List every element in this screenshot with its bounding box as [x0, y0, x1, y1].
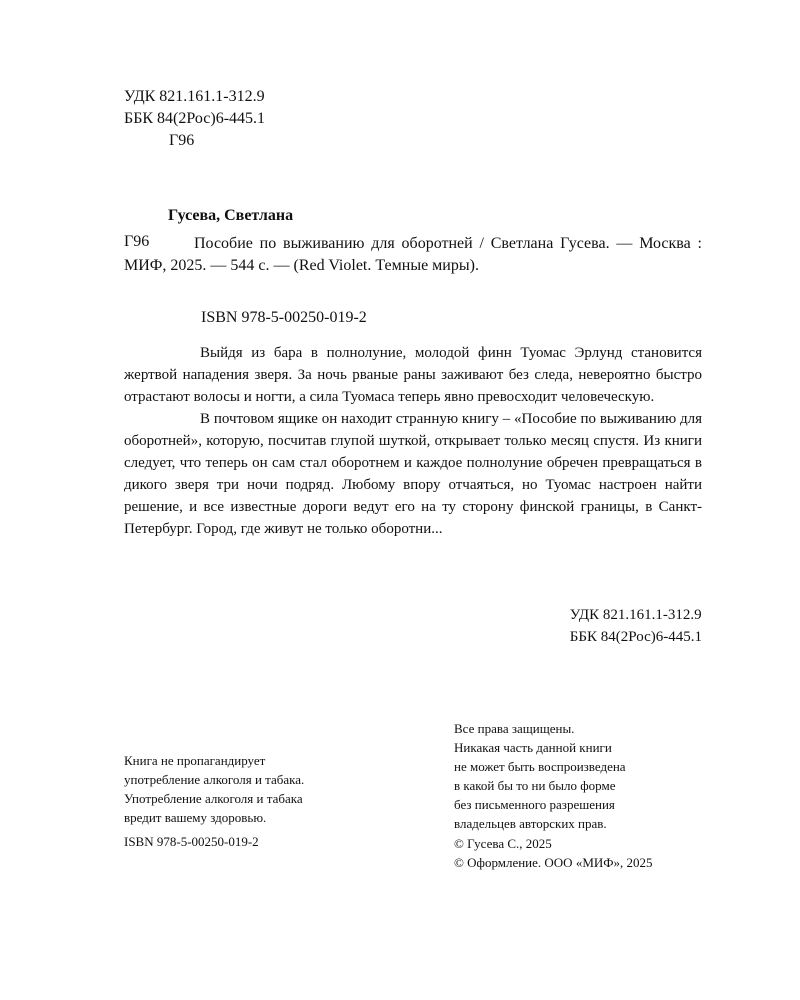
rights-line: без письменного разрешения [454, 797, 615, 812]
author-name: Гусева, Светлана [168, 207, 294, 224]
isbn-main: ISBN 978-5-00250-019-2 [201, 309, 367, 326]
bbk-code-right: ББК 84(2Рос)6-445.1 [569, 629, 702, 645]
annotation-paragraph: В почтовом ящике он находит странную книгу – «Пособие по выживанию для оборотней», которую, посчитав глупой шуткой, открывает только месяц спустя. Из книги следует, что теперь он сам стал оборотнем и каждое полнолуние обречен превращаться в дикого зверя три ночи подряд. Любому впору отчаяться, но Туомас настроен найти решение, и все известные дороги ведут его на ту сторону финской границы, в Санкт-Петербург. Город, где живут не только оборотни... [124, 411, 702, 537]
warning-line: Книга не пропагандирует [124, 753, 266, 768]
warning-line: вредит вашему здоровью. [124, 810, 267, 825]
rights-line: владельцев авторских прав. [454, 816, 607, 831]
copyright-line: © Гусева С., 2025 [454, 836, 552, 851]
udk-code-right: УДК 821.161.1-312.9 [569, 607, 702, 623]
isbn-footer: ISBN 978-5-00250-019-2 [124, 834, 259, 849]
annotation [124, 342, 702, 540]
bbk-code: ББК 84(2Рос)6-445.1 [124, 110, 266, 127]
classification-codes-right [570, 604, 702, 648]
classification-codes [124, 86, 265, 152]
copyright-notice [454, 834, 653, 872]
rights-line: Все права защищены. [454, 721, 575, 736]
author-mark: Г96 [169, 132, 195, 149]
warning-line: Употребление алкоголя и табака [124, 791, 303, 806]
copyright-line: © Оформление. ООО «МИФ», 2025 [454, 855, 653, 870]
health-warning [124, 751, 304, 827]
bibliographic-description: Пособие по выживанию для оборотней / Светлана Гусева. — Москва : МИФ, 2025. — 544 с. — (Red Violet. Темные миры). [124, 235, 702, 274]
rights-line: не может быть воспроизведена [454, 759, 626, 774]
udk-code: УДК 821.161.1-312.9 [124, 88, 265, 105]
warning-line: употребление алкоголя и табака. [124, 772, 305, 787]
rights-notice [454, 719, 626, 833]
rights-line: Никакая часть данной книги [454, 740, 612, 755]
biblio-mark: Г96 [124, 233, 150, 250]
annotation-paragraph: Выйдя из бара в полнолуние, молодой финн Туомас Эрлунд становится жертвой нападения зверя. За ночь рваные раны заживают без следа, невероятно быстро отрастают волосы и ногти, а сила Туомаса теперь явно превосходит человеческую. [124, 345, 702, 405]
rights-line: в какой бы то ни было форме [454, 778, 616, 793]
